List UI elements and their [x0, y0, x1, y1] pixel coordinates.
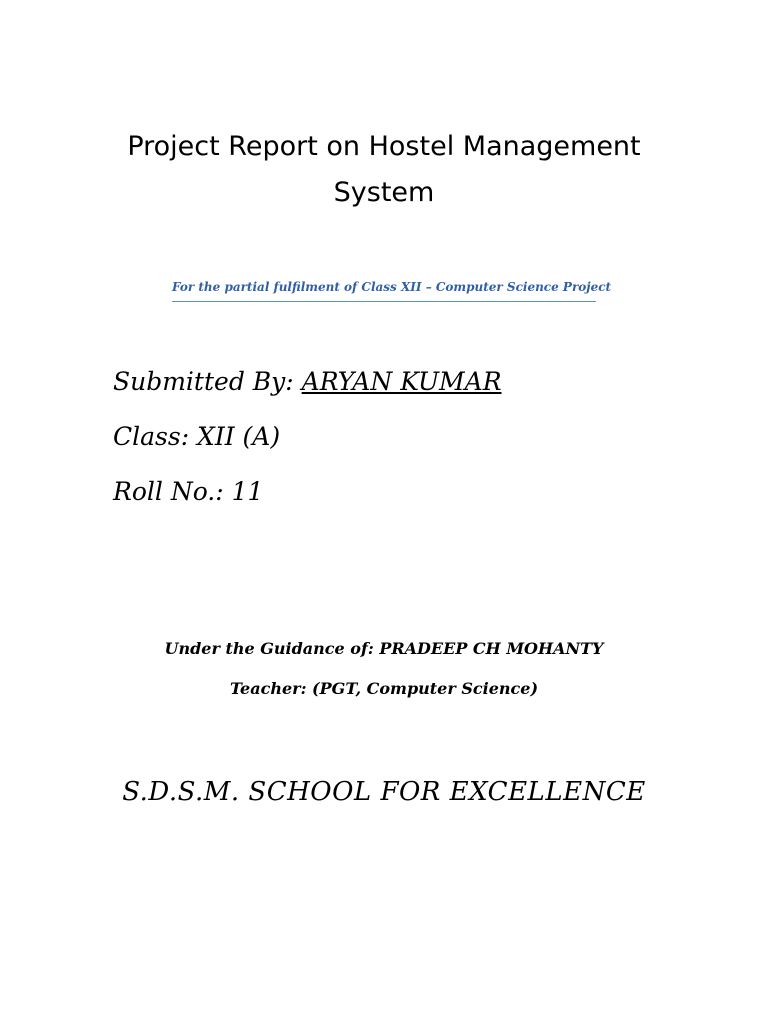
- subtitle-block: [172, 278, 612, 302]
- subtitle-text: For the partial fulfilment of Class XII – Computer Science Project: [172, 280, 612, 294]
- report-title-line-1: Project Report on Hostel Management: [127, 131, 641, 162]
- class-line: Class: XII (A): [113, 422, 281, 451]
- submitted-by-line: [113, 367, 502, 397]
- school-name: S.D.S.M. SCHOOL FOR EXCELLENCE: [122, 777, 646, 807]
- teacher-line: Teacher: (PGT, Computer Science): [229, 679, 539, 698]
- report-title-line-2: System: [333, 177, 435, 208]
- guidance-line: Under the Guidance of: PRADEEP CH MOHANTY: [164, 639, 604, 658]
- report-title: [84, 124, 684, 216]
- submitted-by-label: Submitted By:: [113, 367, 302, 396]
- roll-number-line: Roll No.: 11: [113, 477, 264, 506]
- student-name: ARYAN KUMAR: [301, 367, 502, 396]
